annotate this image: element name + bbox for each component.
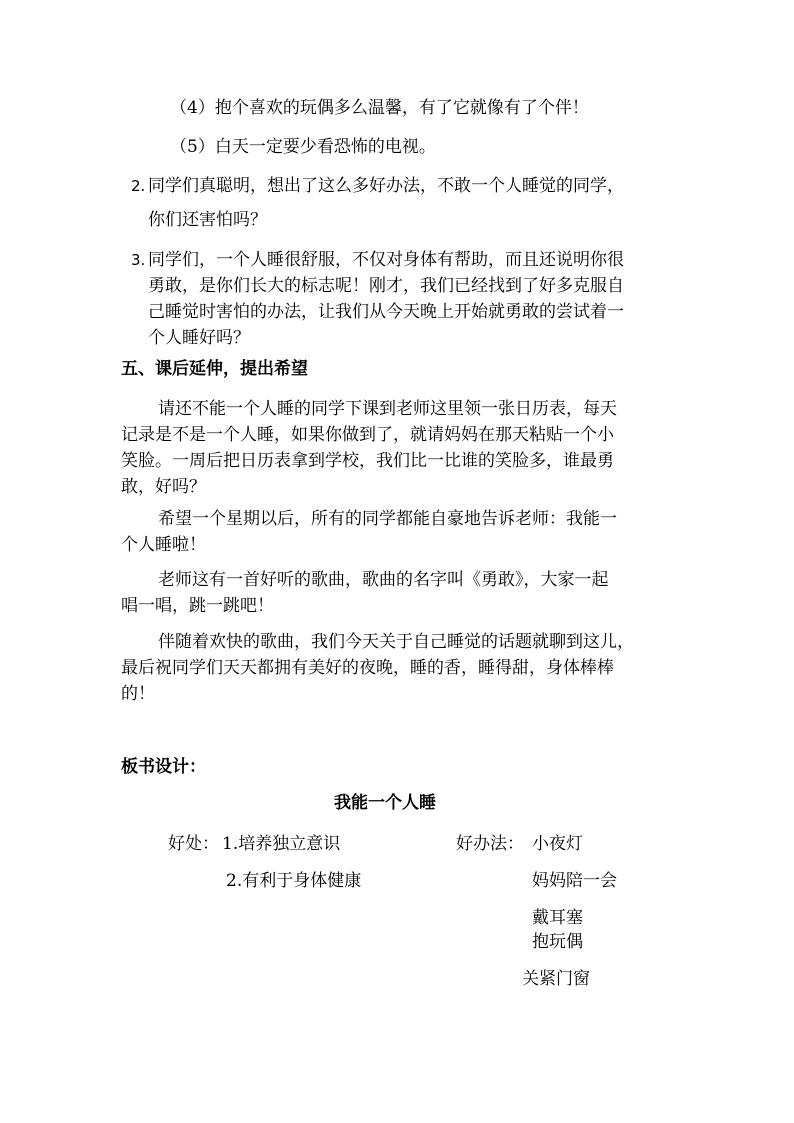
point-3-line-2: 勇敢，是你们长大的标志呢！刚才，我们已经找到了好多克服自 — [148, 276, 624, 296]
section-5-para-3-line-1: 老师这有一首好听的歌曲，歌曲的名字叫《勇敢》，大家一起 — [158, 570, 609, 590]
section-5-para-2-line-2: 个人睡啦！ — [121, 535, 206, 555]
methods-label: 好办法： — [456, 834, 524, 854]
method-1: 小夜灯 — [532, 834, 583, 854]
method-item-4: （4）抱个喜欢的玩偶多么温馨，有了它就像有了个伴！ — [170, 98, 589, 118]
benefit-2: 2.有利于身体健康 — [226, 871, 362, 891]
board-design-heading: 板书设计： — [121, 757, 206, 777]
section-5-para-1-line-1: 请还不能一个人睡的同学下课到老师这里领一张日历表，每天 — [158, 399, 617, 419]
section-5-para-1-line-4: 敢，好吗？ — [121, 477, 206, 497]
method-4: 抱玩偶 — [532, 932, 583, 952]
point-3-line-1: 同学们，一个人睡很舒服，不仅对身体有帮助，而且还说明你很 — [148, 250, 624, 270]
section-5-para-1-line-3: 笑脸。一周后把日历表拿到学校，我们比一比谁的笑脸多，谁最勇 — [121, 451, 614, 471]
board-title: 我能一个人睡 — [334, 793, 436, 813]
point-3-line-4: 个人睡好吗？ — [148, 328, 250, 348]
point-2-line-2: 你们还害怕吗？ — [148, 210, 267, 230]
method-2: 妈妈陪一会 — [532, 871, 617, 891]
section-5-para-2-line-1: 希望一个星期以后，所有的同学都能自豪地告诉老师：我能一 — [158, 509, 617, 529]
section-5-para-3-line-2: 唱一唱，跳一跳吧！ — [121, 596, 274, 616]
point-3-line-3: 己睡觉时害怕的办法，让我们从今天晚上开始就勇敢的尝试着一 — [148, 302, 624, 322]
section-5-para-4-line-3: 的！ — [121, 684, 155, 704]
method-5: 关紧门窗 — [522, 969, 590, 989]
section-5-para-4-line-1: 伴随着欢快的歌曲，我们今天关于自己睡觉的话题就聊到这儿， — [158, 632, 634, 652]
point-2-line-1: 同学们真聪明，想出了这么多好办法，不敢一个人睡觉的同学， — [148, 176, 624, 196]
benefits-label: 好处： — [168, 834, 219, 854]
benefit-1: 1.培养独立意识 — [222, 834, 341, 854]
section-5-heading: 五、课后延伸，提出希望 — [121, 359, 308, 379]
method-3: 戴耳塞 — [532, 908, 583, 928]
point-2-number: 2. — [131, 177, 146, 195]
section-5-para-1-line-2: 记录是不是一个人睡，如果你做到了，就请妈妈在那天粘贴一个小 — [121, 425, 614, 445]
section-5-para-4-line-2: 最后祝同学们天天都拥有美好的夜晚，睡的香，睡得甜，身体棒棒 — [121, 658, 614, 678]
method-item-5: （5）白天一定要少看恐怖的电视。 — [170, 137, 436, 157]
point-3-number: 3. — [131, 251, 146, 269]
